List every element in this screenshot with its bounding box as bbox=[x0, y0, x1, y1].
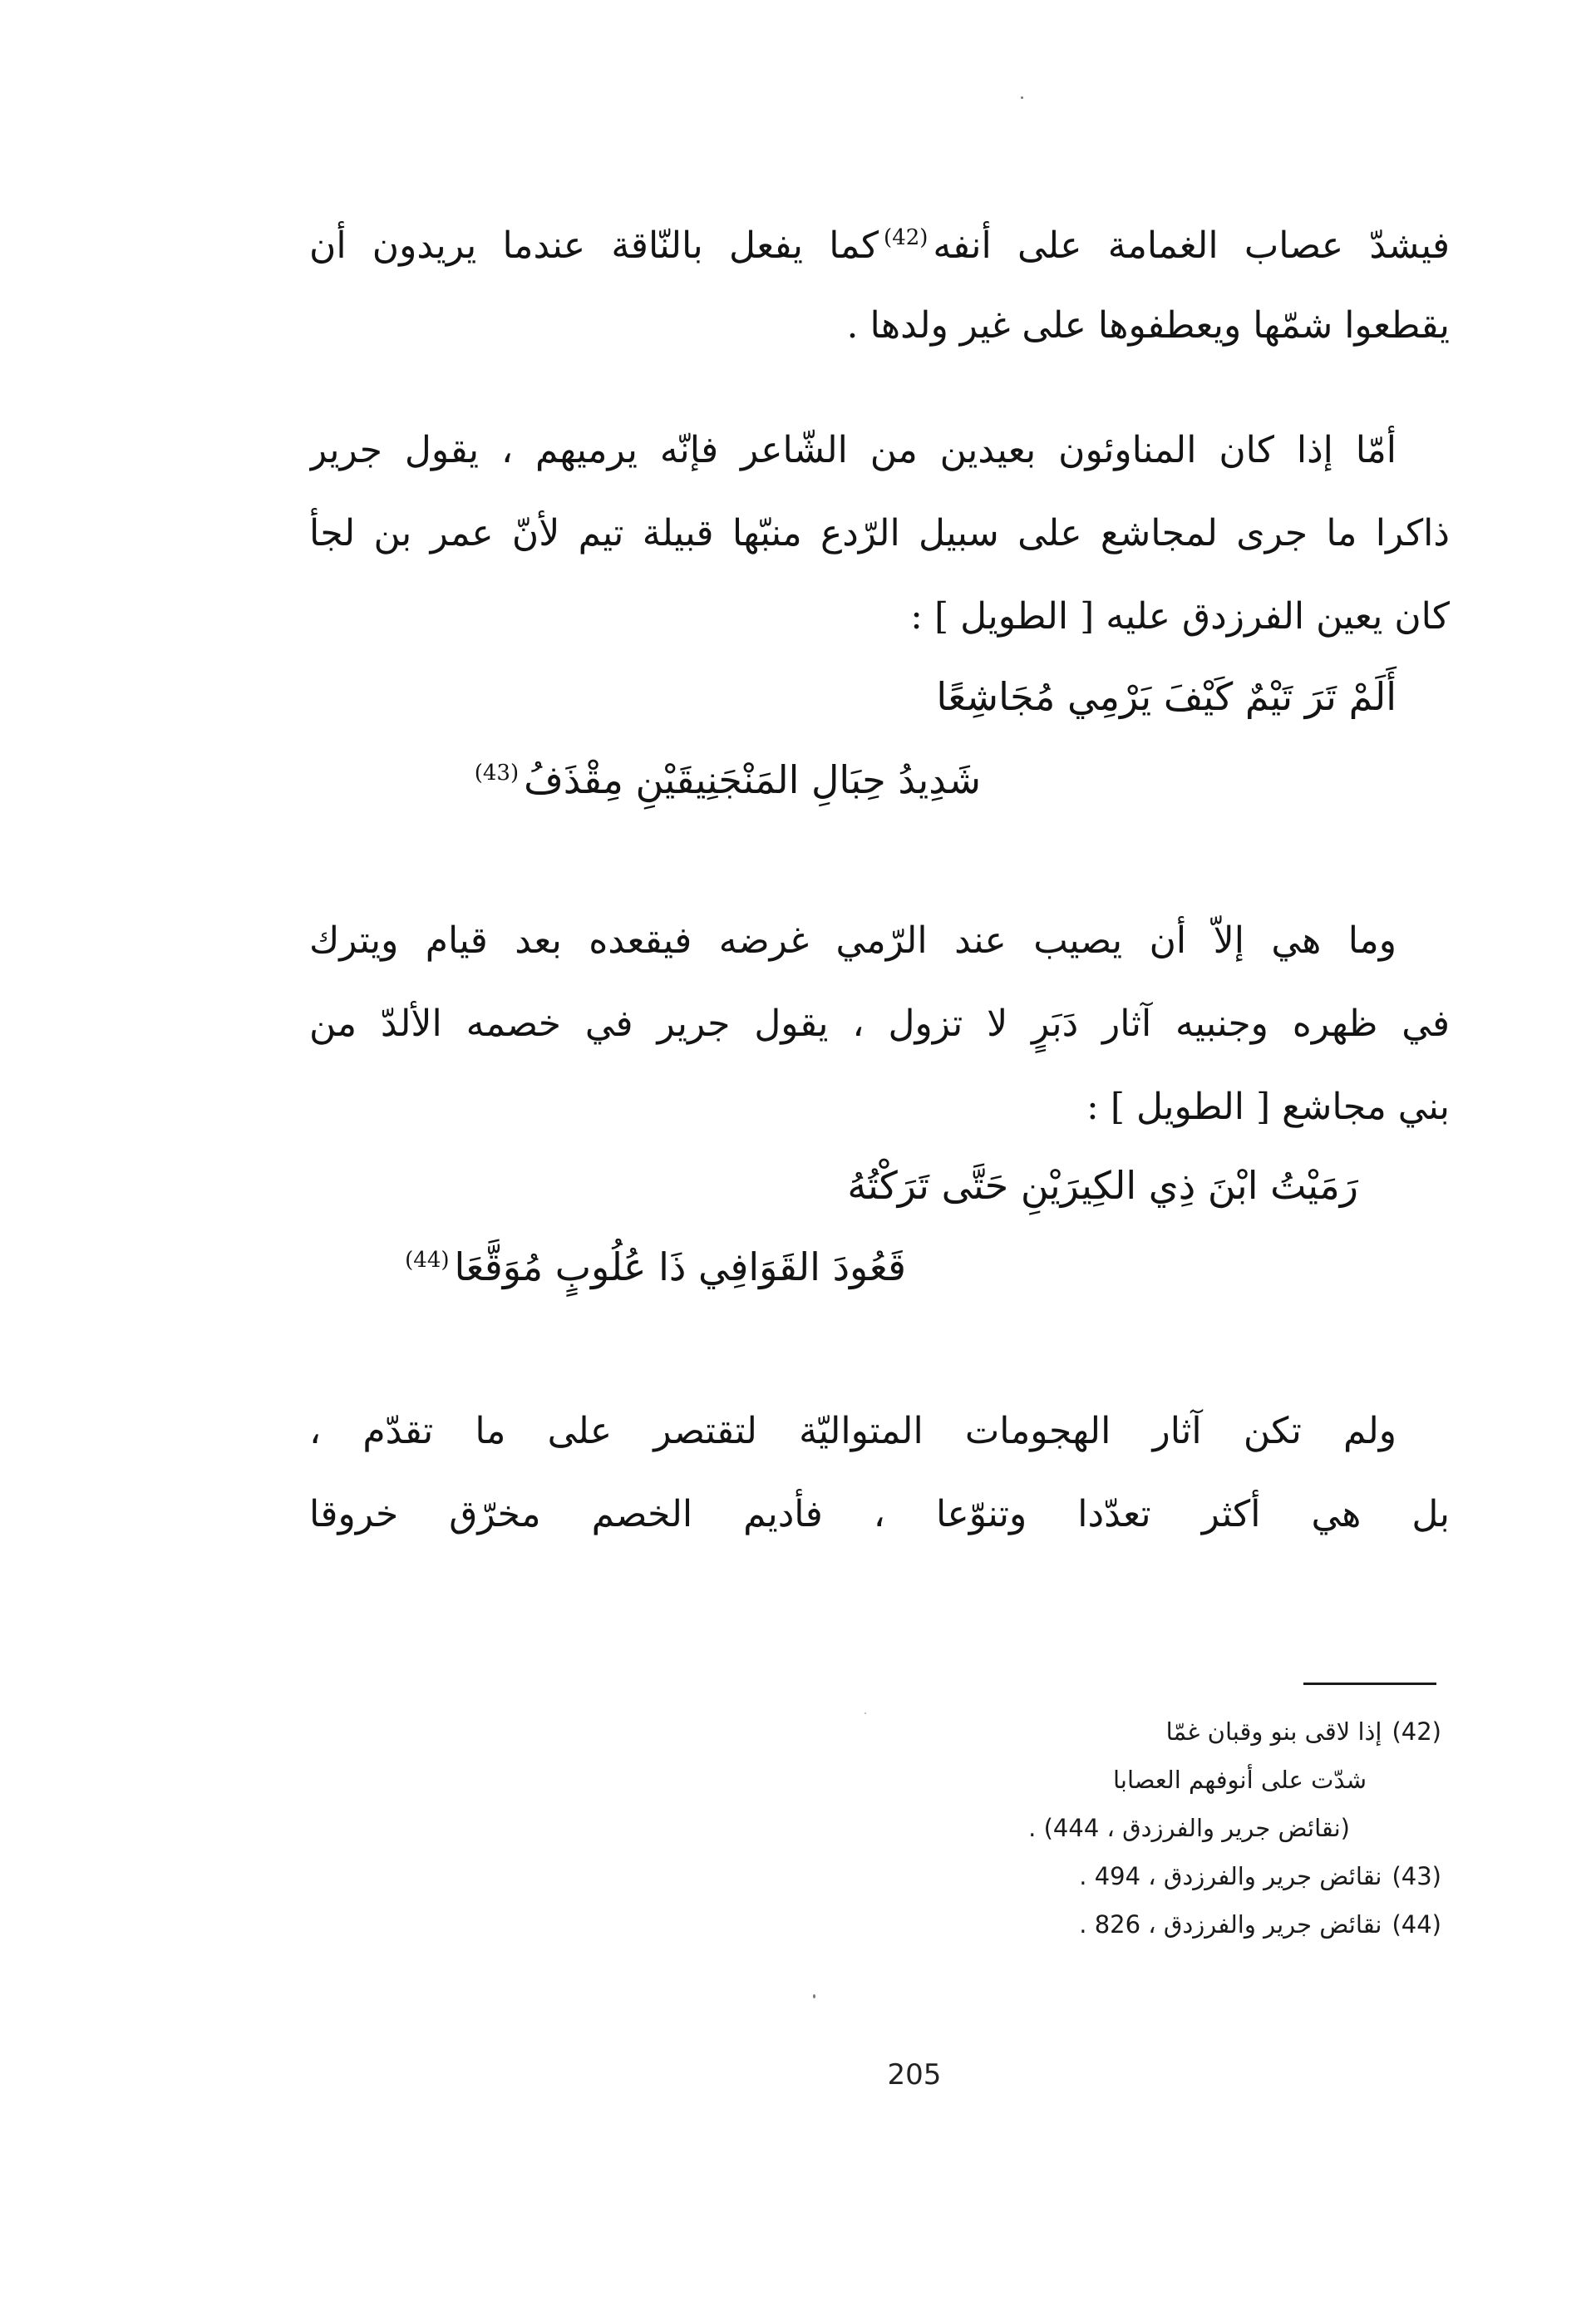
footnote-42 bbox=[693, 1707, 1441, 1756]
line-text: فيشدّ عصاب الغمامة على أنفه bbox=[933, 224, 1450, 267]
footnote-number: (43) bbox=[1392, 1862, 1441, 1890]
verse-2-hemistich-1: رَمَيْتُ ابْنَ ذِي الكِيرَيْنِ حَتَّى تَرَكْتُهُ bbox=[847, 1163, 1358, 1208]
footnote-44 bbox=[693, 1900, 1441, 1949]
paragraph-line: كان يعين الفرزدق عليه [ الطويل ] : bbox=[910, 595, 1450, 638]
paragraph-line: ذاكرا ما جرى لمجاشع على سبيل الرّدع منبّها قبيلة تيم لأنّ عمر بن لجأ bbox=[309, 512, 1450, 554]
paragraph-line: أمّا إذا كان المناوئون بعيدين من الشّاعر فإنّه يرميهم ، يقول جرير bbox=[309, 429, 1396, 471]
hemistich-text: شَدِيدُ حِبَالِ المَنْجَنِيقَيْنِ مِقْذَفُ bbox=[524, 757, 981, 802]
paragraph-4 bbox=[309, 1390, 1450, 1556]
verse-1-hemistich-1: أَلَمْ تَرَ تَيْمٌ كَيْفَ يَرْمِي مُجَاشِعًا bbox=[936, 674, 1396, 719]
footnote-43 bbox=[693, 1852, 1441, 1900]
scan-speck bbox=[813, 1994, 815, 1998]
paragraph-line: في ظهره وجنبيه آثار دَبَرٍ لا تزول ، يقول جرير في خصمه الألدّ من bbox=[309, 1003, 1450, 1045]
footnote-text: إذا لاقى بنو وقبان غمّا bbox=[1165, 1717, 1382, 1746]
verse-2-hemistich-2 bbox=[400, 1227, 906, 1307]
footnote-text: (نقائض جرير والفرزدق ، 444) . bbox=[1028, 1814, 1350, 1842]
footnote-42-source bbox=[693, 1804, 1441, 1852]
line-text: كما يفعل بالنّاقة عندما يريدون أن bbox=[309, 224, 879, 267]
page-number: 205 bbox=[887, 2058, 942, 2092]
footnote-number: (42) bbox=[1392, 1717, 1441, 1746]
hemistich-text: قَعُودَ القَوَافِي ذَا عُلُوبٍ مُوَقَّعَا bbox=[454, 1244, 906, 1289]
footnote-ref-43: (43) bbox=[474, 760, 520, 786]
paragraph-3 bbox=[309, 899, 1450, 1149]
footnotes bbox=[693, 1707, 1441, 1949]
footnote-ref-42: (42) bbox=[884, 225, 929, 251]
footnote-text: نقائض جرير والفرزدق ، 826 . bbox=[1079, 1910, 1382, 1939]
footnote-text: نقائض جرير والفرزدق ، 494 . bbox=[1079, 1862, 1382, 1890]
paragraph-line: بل هي أكثر تعدّدا وتنوّعا ، فأديم الخصم مخرّق خروقا bbox=[309, 1493, 1450, 1535]
paragraph-line bbox=[309, 206, 1450, 286]
footnote-separator bbox=[1303, 1683, 1436, 1685]
paragraph-line: يقطعوا شمّها ويعطفوها على غير ولدها . bbox=[846, 304, 1450, 347]
footnote-text: شدّت على أنوفهم العصابا bbox=[1113, 1766, 1367, 1794]
footnote-ref-44: (44) bbox=[405, 1247, 450, 1273]
verse-1-hemistich-2 bbox=[470, 740, 981, 820]
paragraph-2 bbox=[309, 409, 1450, 658]
scan-speck bbox=[1021, 96, 1023, 99]
footnote-number: (44) bbox=[1392, 1910, 1441, 1939]
paragraph-1 bbox=[309, 206, 1450, 366]
paragraph-line: ولم تكن آثار الهجومات المتواليّة لتقتصر على ما تقدّم ، bbox=[309, 1410, 1396, 1452]
paragraph-line: وما هي إلاّ أن يصيب عند الرّمي غرضه فيقعده بعد قيام ويترك bbox=[309, 919, 1396, 962]
paragraph-line: بني مجاشع [ الطويل ] : bbox=[1086, 1086, 1450, 1128]
footnote-42-continuation bbox=[693, 1756, 1441, 1804]
